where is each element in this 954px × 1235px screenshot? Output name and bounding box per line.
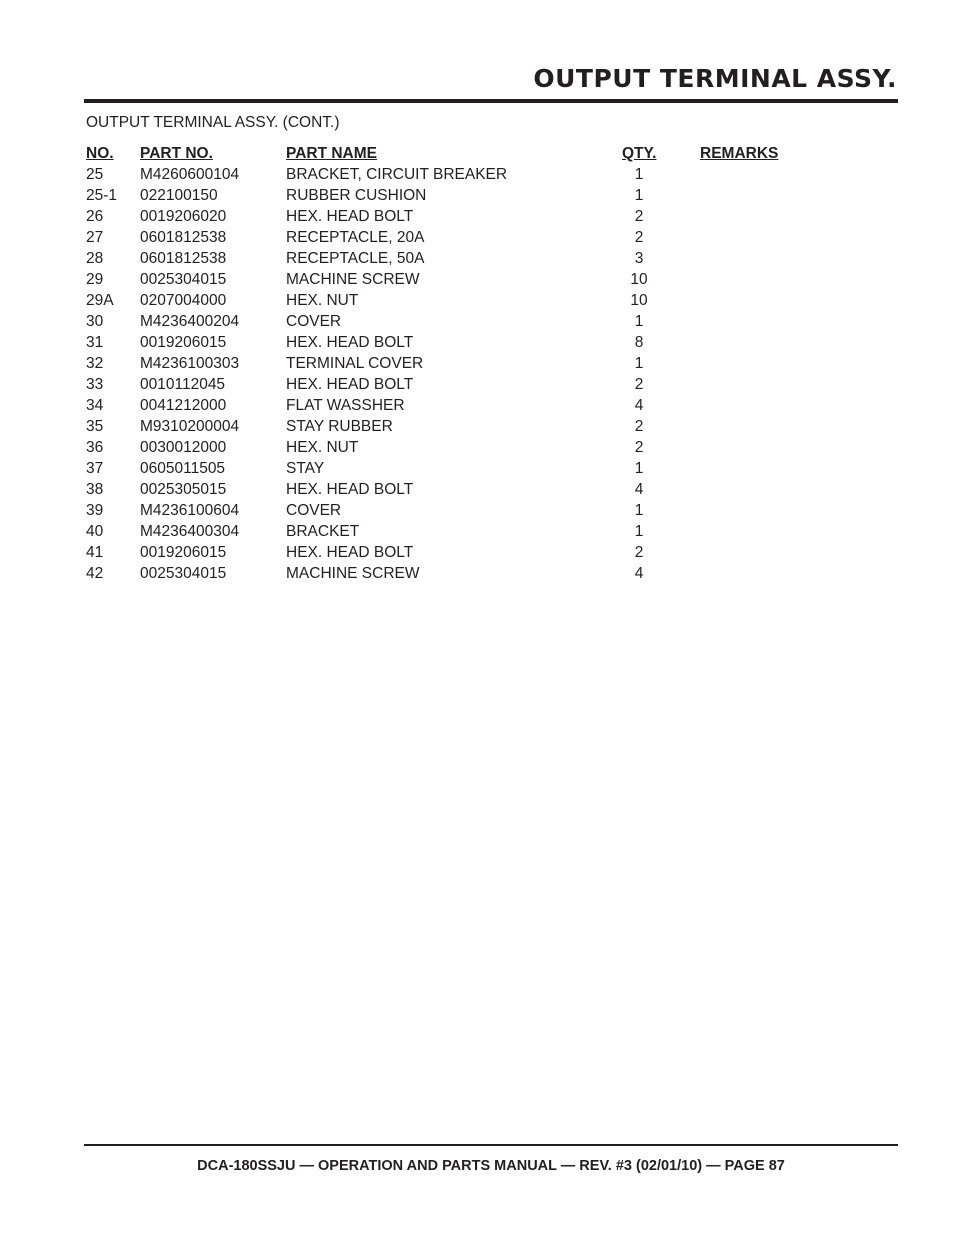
row-part-name: HEX. HEAD BOLT (286, 481, 414, 498)
table-row (86, 542, 806, 563)
row-part-name: RECEPTACLE, 50A (286, 250, 425, 267)
table-body (86, 164, 806, 584)
row-part-no: 0605011505 (140, 460, 226, 477)
row-qty: 3 (634, 250, 644, 267)
row-no: 30 (86, 313, 104, 330)
row-no: 25 (86, 166, 104, 183)
row-qty: 2 (634, 229, 644, 246)
row-qty: 1 (634, 460, 644, 477)
row-part-no: M4236400304 (140, 523, 240, 540)
row-qty: 10 (630, 271, 648, 288)
table-row (86, 563, 806, 584)
row-qty: 2 (634, 376, 644, 393)
row-part-no: 0025305015 (140, 481, 227, 498)
row-part-name: HEX. HEAD BOLT (286, 208, 414, 225)
table-row (86, 227, 806, 248)
row-no: 31 (86, 334, 104, 351)
table-row (86, 206, 806, 227)
row-part-no: 0019206015 (140, 334, 227, 351)
table-row (86, 374, 806, 395)
page-title: OUTPUT TERMINAL ASSY. (533, 64, 897, 93)
row-part-name: MACHINE SCREW (286, 271, 420, 288)
row-no: 38 (86, 481, 104, 498)
table-row (86, 479, 806, 500)
row-part-no: 0010112045 (140, 376, 226, 393)
row-part-no: M4236400204 (140, 313, 240, 330)
header-part-name: PART NAME (286, 145, 377, 162)
row-qty: 1 (634, 313, 644, 330)
row-qty: 2 (634, 544, 644, 561)
table-row (86, 353, 806, 374)
row-qty: 4 (634, 397, 644, 414)
row-no: 40 (86, 523, 104, 540)
table-row (86, 416, 806, 437)
row-qty: 1 (634, 523, 644, 540)
table-row (86, 458, 806, 479)
row-no: 32 (86, 355, 104, 372)
table-row (86, 395, 806, 416)
header-part-no: PART NO. (140, 145, 213, 162)
row-part-name: HEX. HEAD BOLT (286, 334, 414, 351)
row-qty: 10 (630, 292, 648, 309)
table-row (86, 269, 806, 290)
table-row (86, 437, 806, 458)
section-subtitle: OUTPUT TERMINAL ASSY. (CONT.) (86, 114, 340, 131)
table-row (86, 248, 806, 269)
row-no: 36 (86, 439, 104, 456)
row-part-no: M4236100303 (140, 355, 240, 372)
row-part-name: MACHINE SCREW (286, 565, 420, 582)
row-part-no: 022100150 (140, 187, 218, 204)
row-part-no: 0025304015 (140, 271, 227, 288)
row-part-name: HEX. NUT (286, 292, 359, 309)
row-no: 41 (86, 544, 104, 561)
table-row (86, 521, 806, 542)
row-part-name: RUBBER CUSHION (286, 187, 427, 204)
row-part-name: HEX. NUT (286, 439, 359, 456)
row-part-name: FLAT WASSHER (286, 397, 405, 414)
row-part-no: 0025304015 (140, 565, 227, 582)
header-no: NO. (86, 145, 114, 162)
header-remarks: REMARKS (700, 145, 779, 162)
row-no: 39 (86, 502, 104, 519)
row-no: 34 (86, 397, 104, 414)
row-qty: 4 (634, 481, 644, 498)
row-part-name: HEX. HEAD BOLT (286, 376, 414, 393)
table-row (86, 332, 806, 353)
row-qty: 1 (634, 166, 644, 183)
row-no: 42 (86, 565, 104, 582)
row-qty: 2 (634, 208, 644, 225)
table-row (86, 164, 806, 185)
row-no: 25-1 (86, 187, 118, 204)
row-part-name: BRACKET, CIRCUIT BREAKER (286, 166, 508, 183)
row-qty: 1 (634, 355, 644, 372)
row-part-no: 0601812538 (140, 229, 227, 246)
row-qty: 1 (634, 187, 644, 204)
row-no: 26 (86, 208, 104, 225)
row-part-name: STAY (286, 460, 325, 477)
page-footer (84, 1156, 898, 1176)
row-no: 27 (86, 229, 104, 246)
table-header-row (86, 143, 806, 164)
row-part-no: M4260600104 (140, 166, 240, 183)
row-part-no: M9310200004 (140, 418, 240, 435)
row-qty: 1 (634, 502, 644, 519)
row-part-name: TERMINAL COVER (286, 355, 424, 372)
row-part-name: COVER (286, 313, 342, 330)
row-part-no: 0019206020 (140, 208, 227, 225)
row-no: 29A (86, 292, 114, 309)
row-part-name: RECEPTACLE, 20A (286, 229, 425, 246)
row-part-name: STAY RUBBER (286, 418, 393, 435)
table-row (86, 311, 806, 332)
row-qty: 2 (634, 439, 644, 456)
row-part-no: M4236100604 (140, 502, 240, 519)
row-part-no: 0019206015 (140, 544, 227, 561)
row-qty: 8 (634, 334, 644, 351)
row-no: 37 (86, 460, 104, 477)
row-part-no: 0041212000 (140, 397, 227, 414)
row-no: 35 (86, 418, 104, 435)
table-row (86, 185, 806, 206)
header-qty: QTY. (622, 145, 657, 162)
parts-list-table (86, 143, 806, 584)
row-no: 33 (86, 376, 104, 393)
title-divider (84, 99, 898, 103)
row-qty: 4 (634, 565, 644, 582)
row-part-name: BRACKET (286, 523, 360, 540)
row-part-no: 0030012000 (140, 439, 227, 456)
table-row (86, 290, 806, 311)
table-row (86, 500, 806, 521)
row-qty: 2 (634, 418, 644, 435)
row-part-name: COVER (286, 502, 342, 519)
footer-text: DCA-180SSJU — OPERATION AND PARTS MANUAL — REV. #3 (02/01/10) — PAGE 87 (197, 1158, 785, 1174)
row-part-no: 0207004000 (140, 292, 227, 309)
row-part-name: HEX. HEAD BOLT (286, 544, 414, 561)
row-part-no: 0601812538 (140, 250, 227, 267)
row-no: 29 (86, 271, 104, 288)
footer-divider (84, 1144, 898, 1146)
row-no: 28 (86, 250, 104, 267)
